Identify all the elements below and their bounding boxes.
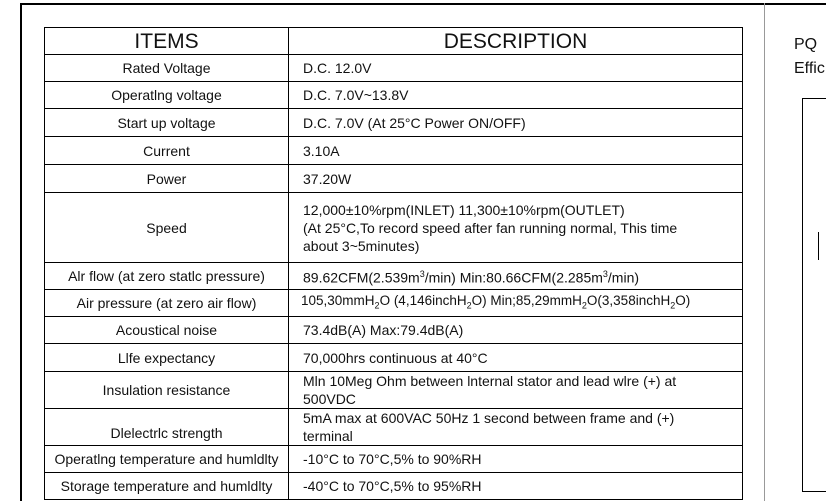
side-heading-pq: PQ [794, 36, 818, 53]
item-description: D.C. 7.0V (At 25°C Power ON/OFF) [289, 109, 743, 137]
item-description: 3.10A [289, 137, 743, 165]
subscript: 2 [466, 300, 472, 311]
item-description: 37.20W [289, 165, 743, 193]
table-row [45, 82, 743, 109]
desc-line: 500VDC [303, 391, 356, 407]
desc-line: terminal [303, 428, 353, 444]
column-separator [764, 3, 765, 501]
desc-part: /min) [607, 269, 640, 286]
desc-line: 5mA max at 600VAC 50Hz 1 second between frame and (+) [303, 410, 675, 426]
table-row [45, 409, 743, 446]
desc-part: O) [675, 292, 691, 308]
item-label: Dlelectrlc strength [45, 409, 289, 446]
item-label: Operatlng voltage [45, 82, 289, 109]
item-description: -40°C to 70°C,5% to 95%RH [289, 473, 743, 500]
item-description: D.C. 7.0V~13.8V [289, 82, 743, 109]
item-label: Power [45, 165, 289, 193]
desc-line: about 3~5minutes) [303, 237, 420, 254]
item-label: Start up voltage [45, 109, 289, 137]
desc-line: 12,000±10%rpm(INLET) 11,300±10%rpm(OUTLET) [303, 201, 625, 218]
item-label: Current [45, 137, 289, 165]
items-header: ITEMS [45, 28, 289, 55]
item-label: Alr flow (at zero statlc pressure) [45, 263, 289, 290]
table-header-row [45, 28, 743, 55]
table-row [45, 372, 743, 409]
desc-part: 105,30mmH [301, 292, 375, 308]
superscript: 3 [419, 269, 425, 280]
desc-part: O) Min;85,29mmH [471, 292, 582, 308]
subscript: 2 [670, 300, 676, 311]
item-description: D.C. 12.0V [289, 55, 743, 82]
item-label: Llfe expectancy [45, 344, 289, 372]
table-row [45, 290, 743, 317]
table-row [45, 109, 743, 137]
item-label: Speed [45, 193, 289, 263]
table-row [45, 165, 743, 193]
item-description [289, 290, 743, 317]
subscript: 2 [374, 300, 380, 311]
subscript: 2 [581, 300, 587, 311]
side-heading-efficiency: Effic [794, 60, 825, 77]
page-border-top [20, 3, 826, 5]
item-description [289, 409, 743, 446]
table-row [45, 344, 743, 372]
superscript: 3 [602, 269, 608, 280]
desc-part: 89.62CFM(2.539m [303, 269, 420, 286]
item-label: Air pressure (at zero air flow) [45, 290, 289, 317]
table-row [45, 473, 743, 500]
item-description: -10°C to 70°C,5% to 90%RH [289, 446, 743, 473]
table-row [45, 137, 743, 165]
desc-part: /min) Min:80.66CFM(2.285m [424, 269, 603, 286]
side-chart-axis-fragment [818, 232, 824, 260]
description-header: DESCRIPTION [289, 28, 743, 55]
item-label: Storage temperature and humldlty [45, 473, 289, 500]
page-border-left [20, 3, 22, 501]
item-label: Acoustical noise [45, 317, 289, 344]
table-row [45, 263, 743, 290]
item-label: Insulation resistance [45, 372, 289, 409]
item-description [289, 193, 743, 263]
table-row [45, 193, 743, 263]
desc-part: O(3,358inchH [586, 292, 671, 308]
item-description [289, 372, 743, 409]
item-label: Operatlng temperature and humldlty [45, 446, 289, 473]
desc-line: (At 25°C,To record speed after fan running normal, This time [303, 219, 678, 236]
table-row [45, 55, 743, 82]
side-chart-frame [802, 98, 826, 492]
item-label: Rated Voltage [45, 55, 289, 82]
specification-table [44, 27, 743, 500]
table-row [45, 317, 743, 344]
desc-line: Mln 10Meg Ohm between lnternal stator and lead wlre (+) at [303, 373, 677, 389]
item-description [289, 263, 743, 290]
item-description: 73.4dB(A) Max:79.4dB(A) [289, 317, 743, 344]
desc-part: O (4,146inchH [379, 292, 467, 308]
item-description: 70,000hrs continuous at 40°C [289, 344, 743, 372]
table-row [45, 446, 743, 473]
